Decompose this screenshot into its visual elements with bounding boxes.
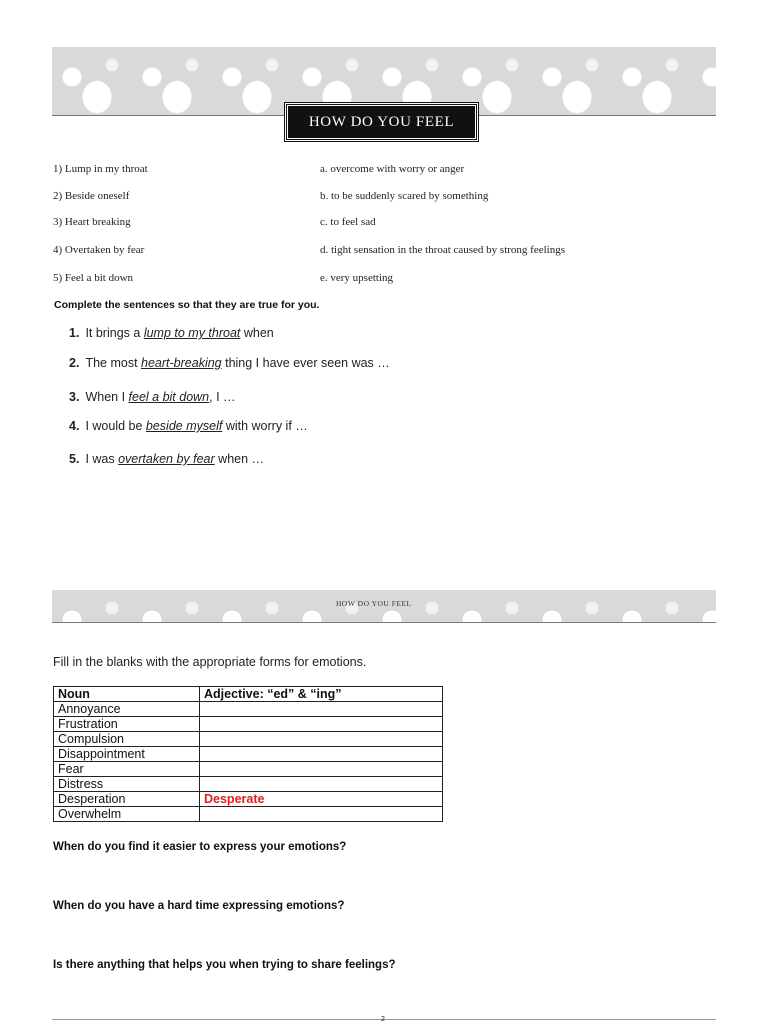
- instruction: Complete the sentences so that they are true for you.: [54, 299, 320, 311]
- table-row: [54, 702, 443, 717]
- sentence-3: [69, 390, 236, 404]
- noun-cell: Distress: [54, 777, 200, 792]
- table-row: [54, 747, 443, 762]
- sentence-text: When I: [85, 390, 129, 404]
- match-left-5: 5) Feel a bit down: [53, 272, 134, 284]
- page-title: HOW DO YOU FEEL: [285, 103, 478, 141]
- sentence-phrase: overtaken by fear: [118, 452, 215, 466]
- section-banner-label: HOW DO YOU FEEL: [336, 599, 412, 608]
- match-left-4: 4) Overtaken by fear: [53, 244, 145, 256]
- sentence-number: 4.: [69, 419, 80, 433]
- noun-cell: Fear: [54, 762, 200, 777]
- match-left-1: 1) Lump in my throat: [53, 163, 148, 175]
- sentence-phrase: heart-breaking: [141, 356, 222, 370]
- sentence-text: The most: [85, 356, 142, 370]
- noun-cell: Frustration: [54, 717, 200, 732]
- table-row: [54, 777, 443, 792]
- sentence-phrase: beside myself: [145, 419, 223, 433]
- noun-cell: Annoyance: [54, 702, 200, 717]
- emotions-table: [53, 686, 443, 822]
- match-left-2: 2) Beside oneself: [53, 190, 130, 202]
- sentence-text: I was: [85, 452, 119, 466]
- question-2: When do you have a hard time expressing emotions?: [53, 900, 345, 912]
- sentence-phrase: feel a bit down: [128, 390, 210, 404]
- adjective-cell[interactable]: [200, 732, 443, 747]
- noun-cell: Overwhelm: [54, 807, 200, 822]
- sentence-2: [69, 356, 390, 370]
- noun-cell: Disappointment: [54, 747, 200, 762]
- sentence-text: , I …: [209, 390, 236, 404]
- sentence-number: 5.: [69, 452, 80, 466]
- match-right-c: c. to feel sad: [320, 216, 376, 228]
- match-left-3: 3) Heart breaking: [53, 216, 131, 228]
- match-right-b: b. to be suddenly scared by something: [320, 190, 489, 202]
- sentence-text: when …: [214, 452, 265, 466]
- column-header-adjective: Adjective: “ed” & “ing”: [200, 687, 443, 702]
- adjective-cell[interactable]: [200, 717, 443, 732]
- match-right-e: e. very upsetting: [320, 272, 394, 284]
- table-header-row: [54, 687, 443, 702]
- question-3: Is there anything that helps you when trying to share feelings?: [53, 959, 396, 971]
- adjective-cell-answer[interactable]: Desperate: [200, 792, 443, 807]
- sentence-text: It brings a: [85, 326, 144, 340]
- adjective-cell[interactable]: [200, 702, 443, 717]
- banner-rule: [52, 622, 716, 623]
- sentence-text: thing I have ever seen was …: [221, 356, 390, 370]
- noun-cell: Desperation: [54, 792, 200, 807]
- sentence-text: when: [240, 326, 274, 340]
- table-row: [54, 807, 443, 822]
- sentence-text: with worry if …: [222, 419, 308, 433]
- adjective-cell[interactable]: [200, 762, 443, 777]
- question-1: When do you find it easier to express your emotions?: [53, 841, 347, 853]
- table-row: [54, 717, 443, 732]
- match-right-a: a. overcome with worry or anger: [320, 163, 465, 175]
- table-row: [54, 762, 443, 777]
- sentence-4: [69, 419, 308, 433]
- adjective-cell[interactable]: [200, 807, 443, 822]
- table-row: [54, 792, 443, 807]
- sentence-phrase: lump to my throat: [143, 326, 241, 340]
- page-number: 2: [381, 1016, 385, 1023]
- sentence-number: 1.: [69, 326, 80, 340]
- sentence-number: 2.: [69, 356, 80, 370]
- adjective-cell[interactable]: [200, 777, 443, 792]
- sentence-text: I would be: [85, 419, 146, 433]
- sentence-number: 3.: [69, 390, 80, 404]
- fill-instruction: Fill in the blanks with the appropriate forms for emotions.: [53, 655, 367, 669]
- adjective-cell[interactable]: [200, 747, 443, 762]
- match-right-d: d. tight sensation in the throat caused by strong feelings: [320, 244, 566, 256]
- sentence-5: [69, 452, 264, 466]
- noun-cell: Compulsion: [54, 732, 200, 747]
- sentence-1: [69, 326, 274, 340]
- table-row: [54, 732, 443, 747]
- column-header-noun: Noun: [54, 687, 200, 702]
